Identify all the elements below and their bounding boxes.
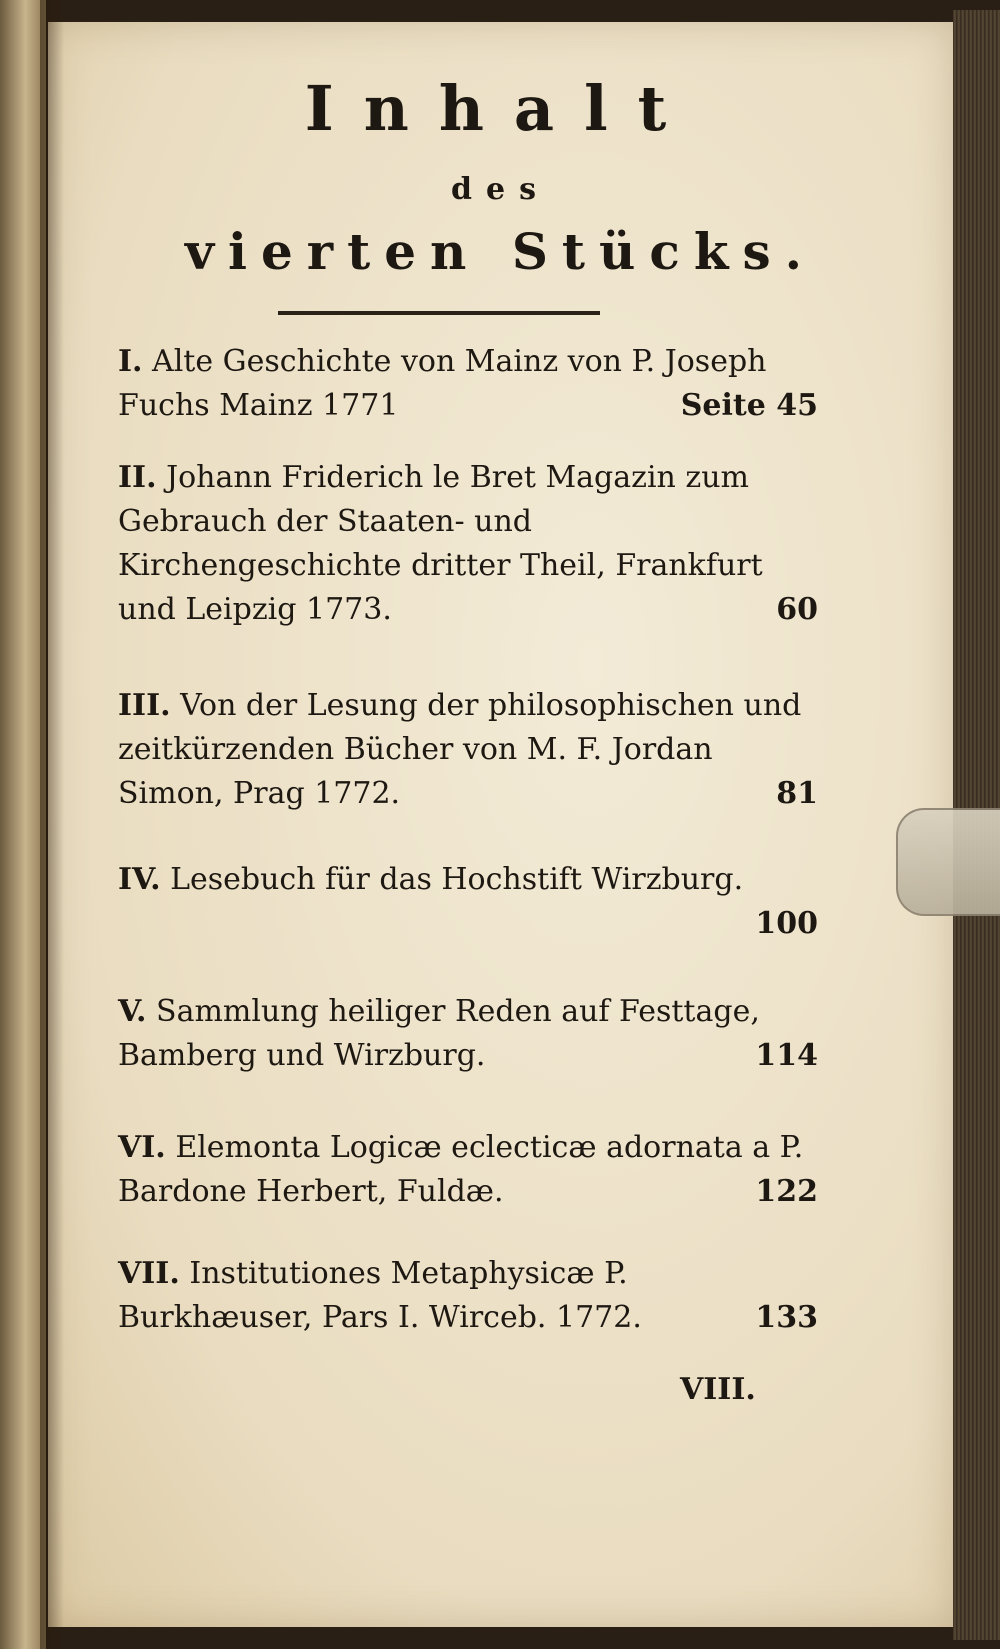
entry-page: 100	[755, 906, 818, 941]
toc-entry	[118, 1126, 818, 1214]
entry-number: IV.	[118, 862, 161, 897]
entry-page: 133	[755, 1300, 818, 1335]
catchword: VIII.	[680, 1372, 756, 1407]
entry-page: 114	[755, 1038, 818, 1073]
toc-entry	[118, 858, 818, 946]
entry-text: Institutiones Metaphysicæ P. Burkhæuser, Pars I. Wirceb. 1772.	[118, 1256, 642, 1335]
entry-number: I.	[118, 344, 143, 379]
entry-number: VII.	[118, 1256, 180, 1291]
toc-entry	[118, 340, 818, 428]
entry-text: Johann Friderich le Bret Magazin zum Gebrauch der Staaten- und Kirchengeschichte dritter Theil, Frankfurt und Leipzig 1773.	[118, 460, 763, 627]
toc-entry	[118, 1252, 818, 1340]
toc-entry	[118, 456, 818, 632]
entry-text: Sammlung heiliger Reden auf Festtage, Bamberg und Wirzburg.	[118, 994, 760, 1073]
page-clip	[896, 808, 1000, 916]
entry-number: V.	[118, 994, 147, 1029]
title-rule	[278, 311, 600, 315]
entry-number: III.	[118, 688, 171, 723]
entry-text: Lesebuch für das Hochstift Wirzburg.	[170, 862, 744, 897]
entry-text: Von der Lesung der philosophischen und zeitkürzenden Bücher von M. F. Jordan Simon, Prag 1772.	[118, 688, 802, 811]
entry-page: 81	[776, 776, 818, 811]
title-des: des	[451, 172, 550, 207]
entry-number: VI.	[118, 1130, 166, 1165]
entry-text: Elemonta Logicæ eclecticæ adornata a P. Bardone Herbert, Fuldæ.	[118, 1130, 804, 1209]
page-title: Inhalt	[304, 72, 697, 145]
entry-number: II.	[118, 460, 157, 495]
entry-page: Seite 45	[680, 388, 818, 423]
title-subtitle: vierten Stücks.	[184, 222, 817, 281]
toc-entry	[118, 990, 818, 1078]
entry-page: 122	[755, 1174, 818, 1209]
entry-text: Alte Geschichte von Mainz von P. Joseph Fuchs Mainz 1771	[118, 344, 767, 423]
entry-page: 60	[776, 592, 818, 627]
toc-entry	[118, 684, 818, 816]
